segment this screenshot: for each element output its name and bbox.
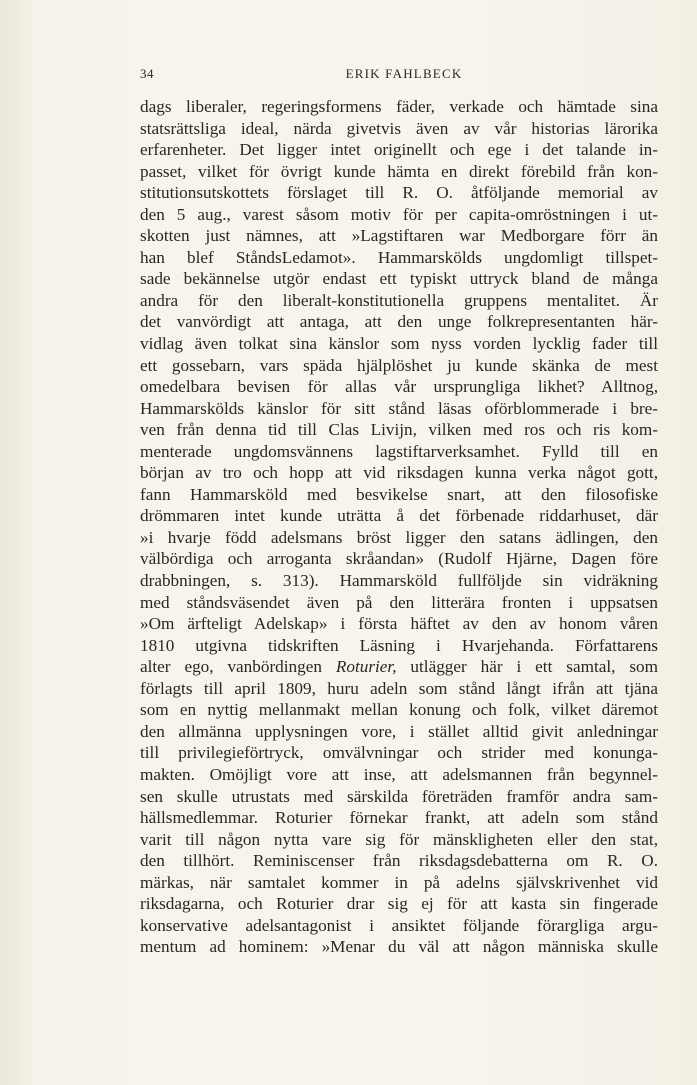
text-line: han blef StåndsLedamot». Hammarskölds ungdomligt tillspet- <box>140 247 658 267</box>
text-line: drömmaren intet kunde uträtta å det förbenade riddarhuset, där <box>140 506 658 526</box>
text-line: fann Hammarsköld med besvikelse snart, att den filosofiske <box>140 484 658 504</box>
text-line: ven från denna tid till Clas Livijn, vilken med ros och ris kom- <box>140 420 658 440</box>
text-line: drabbningen, s. 313). Hammarsköld fullföljde sin vidräkning <box>140 571 658 591</box>
text-line: välbördiga och arroganta skråandan» (Rudolf Hjärne, Dagen före <box>140 549 658 569</box>
text-line: menterade ungdomsvännens lagstiftarverksamhet. Fylld till en <box>140 441 658 461</box>
text-line: andra för den liberalt-konstitutionella gruppens mentalitet. Är <box>140 290 658 310</box>
text-line: statsrättsliga ideal, närda givetvis även av vår historias lärorika <box>140 118 658 138</box>
text-line: omedelbara bevisen för allas vår ursprungliga likhet? Alltnog, <box>140 377 658 397</box>
text-line: det vanvördigt att antaga, att den unge folkrepresentanten här- <box>140 312 658 332</box>
text-line: den allmänna upplysningen vore, i stället alltid givit anledningar <box>140 721 658 741</box>
text-line: som en nyttig mellanmakt mellan konung och folk, vilket däremot <box>140 700 658 720</box>
text-line: skotten just nämnes, att »Lagstiftaren war Medborgare förr än <box>140 226 658 246</box>
text-line: början av tro och hopp att vid riksdagen kunna verka något gott, <box>140 463 658 483</box>
text-line: ett gossebarn, vars späda hjälplöshet ju kunde skänka de mest <box>140 355 658 375</box>
text-line: förlagts till april 1809, huru adeln som stånd långt ifrån att tjäna <box>140 678 658 698</box>
text-line: mentum ad hominem: »Menar du väl att någon människa skulle <box>140 937 658 957</box>
page-header <box>140 66 658 86</box>
text-line: dags liberaler, regeringsformens fäder, verkade och hämtade sina <box>140 97 658 116</box>
page-number: 34 <box>140 66 154 81</box>
text-line: passet, vilket för övrigt kunde hämta en direkt förebild från kon- <box>140 161 658 181</box>
text-line: sen skulle utrustats med särskilda företräden framför andra sam- <box>140 786 658 806</box>
text-line: 1810 utgivna tidskriften Läsning i Hvarjehanda. Författarens <box>140 635 658 655</box>
text-line: den tillhört. Reminiscenser från riksdagsdebatterna om R. O. <box>140 851 658 871</box>
text-line: sade bekännelse utgör endast ett typiskt uttryck bland de många <box>140 269 658 289</box>
text-line: vidlag även tolkat sina känslor som nyss vorden lycklig fader till <box>140 334 658 354</box>
text-line: erfarenheter. Det ligger intet originellt och ege i det talande in- <box>140 140 658 160</box>
text-line: hällsmedlemmar. Roturier förnekar frankt, att adeln som stånd <box>140 808 658 828</box>
text-line: den 5 aug., varest såsom motiv för per capita-omröstningen i ut- <box>140 204 658 224</box>
text-line: varit till någon nytta vare sig för mänskligheten eller den stat, <box>140 829 658 849</box>
text-line: Hammarskölds känslor för sitt stånd läsas oförblommerade i bre- <box>140 398 658 418</box>
text-line: stitutionsutskottets förslaget till R. O. åtföljande memorial av <box>140 183 658 203</box>
text-line: konservative adelsantagonist i ansiktet följande förargliga argu- <box>140 915 658 935</box>
text-line: »Om ärfteligt Adelskap» i första häftet av den av honom våren <box>140 614 658 634</box>
body-text <box>140 96 658 958</box>
running-head: ERIK FAHLBECK <box>345 66 463 81</box>
text-line: med ståndsväsendet även på den litterära fronten i uppsatsen <box>140 592 658 612</box>
text-line: märkas, när samtalet kommer in på adelns självskrivenhet vid <box>140 872 658 892</box>
text-line: alter ego, vanbördingen Roturier, utlägger här i ett samtal, som <box>140 657 658 677</box>
text-line: »i hvarje född adelsmans bröst ligger den satans ädlingen, den <box>140 527 658 547</box>
italic-name: Roturier, <box>335 657 397 677</box>
text-line: riksdagarna, och Roturier drar sig ej för att kasta sin fingerade <box>140 894 658 914</box>
text-line: till privilegieförtryck, omvälvningar och strider med konunga- <box>140 743 658 763</box>
text-line: makten. Omöjligt vore att inse, att adelsmannen från begynnel- <box>140 764 658 784</box>
